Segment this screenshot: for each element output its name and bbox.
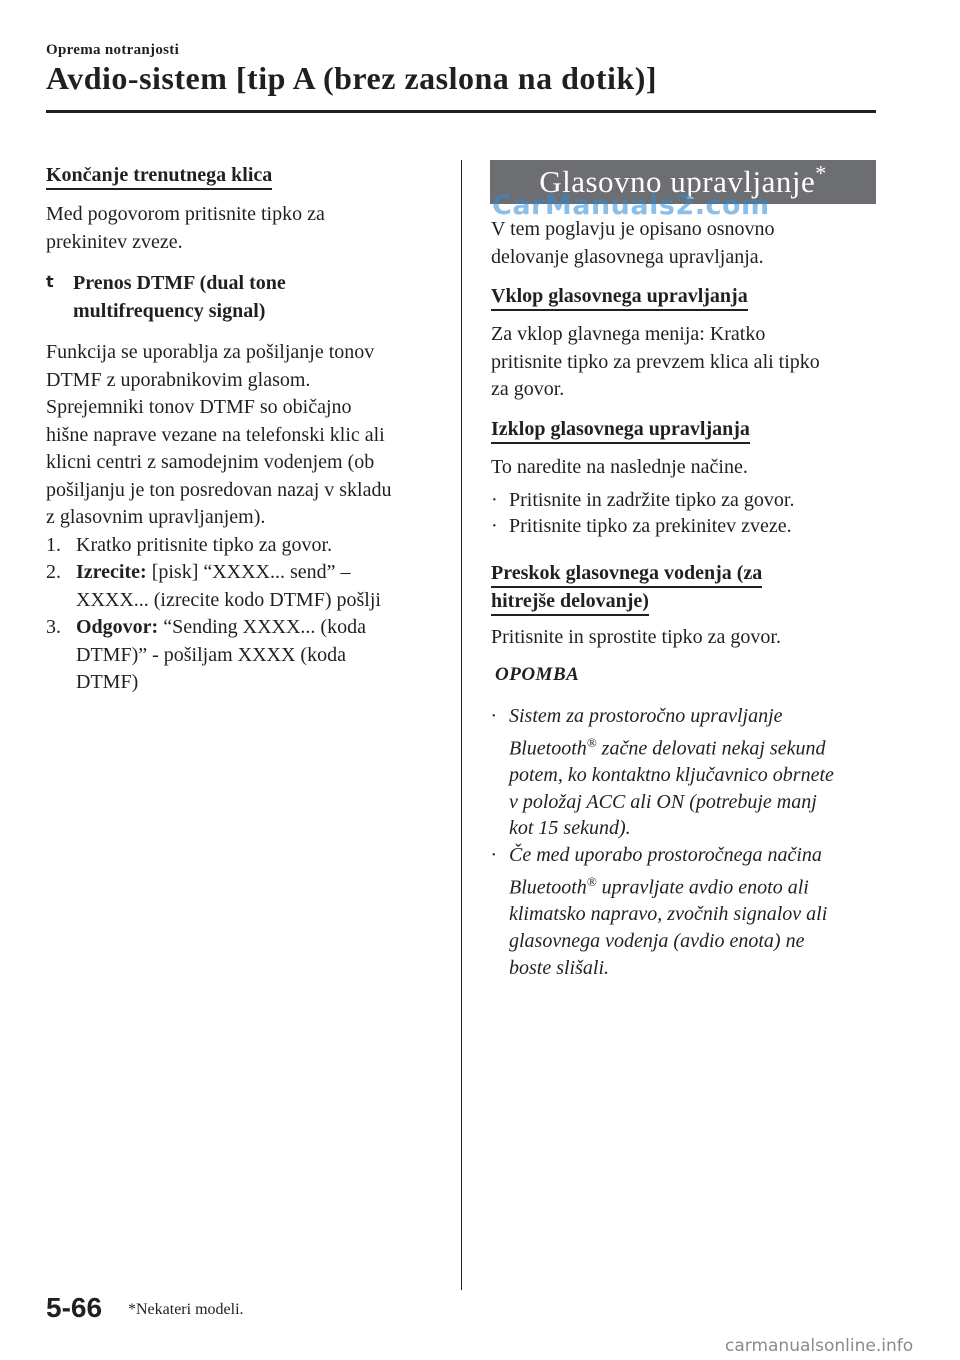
footnote-marker: * (815, 160, 827, 186)
registered-mark: ® (586, 734, 597, 750)
voice-off-text: To naredite na naslednje načine. · Pritisnite in zadržite tipko za govor. · Pritisnite tipko za prekinitev zveze. (491, 454, 795, 540)
step-2: 2. Izrecite: [pisk] “XXXX... send” – XXXX... (izrecite kodo DTMF) pošlji (46, 561, 381, 611)
section-bullet-icon: t (46, 272, 54, 291)
note-item-1: · Sistem za prostoročno upravljanje Bluetooth® začne delovati nekaj sekund potem, ko kontaktno ključavnico obrnete v položaj ACC ali ON (potrebuje manj kot 15 sekund). (491, 705, 834, 840)
voice-on-text: Za vklop glavnega menija: Kratko pritisnite tipko za prevzem klica ali tipko za govor. (491, 323, 820, 400)
end-call-text: Med pogovorom pritisnite tipko za prekinitev zveze. (46, 203, 325, 253)
note-title: OPOMBA (495, 664, 580, 685)
skip-guidance-text: Pritisnite in sprostite tipko za govor. (491, 626, 781, 648)
intro-text: V tem poglavju je opisano osnovno delovanje glasovnega upravljanja. (491, 218, 775, 268)
bullet-dot-icon: · (491, 515, 498, 537)
step-3: 3. Odgovor: “Sending XXXX... (koda DTMF)” - pošiljam XXXX (koda DTMF) (46, 616, 366, 693)
skip-guidance-heading: Preskok glasovnega vodenja (za hitrejše delovanje) (491, 560, 762, 616)
page-number: 5-66 (46, 1292, 103, 1323)
list-item: · Pritisnite in zadržite tipko za govor. (491, 487, 795, 514)
dtmf-description: Funkcija se uporablja za pošiljanje tonov DTMF z uporabnikovim glasom. Sprejemniki tonov DTMF so običajno hišne naprave vezane na telefonski klic ali klicni centri z samodejnim vodenjem (ob pošiljanju je ton posredovan nazaj v skladu z glasovnim upravljanjem). 1. Kratko pritisnite tipko za govor. 2. Izrecite: [pisk] “XXXX... send” – XXXX... (izrecite kodo DTMF) pošlji 3. Odgovor: “Sending XXXX... (koda DTMF)” - pošiljam XXXX (koda DTMF) (46, 339, 391, 697)
step-1: 1. Kratko pritisnite tipko za govor. (46, 533, 333, 556)
bullet-dot-icon: · (491, 705, 496, 727)
column-divider (461, 160, 462, 1290)
bullet-dot-icon: · (491, 844, 496, 867)
note-item-2: · Če med uporabo prostoročnega načina Bluetooth® upravljate avdio enoto ali klimatsko napravo, zvočnih signalov ali glasovnega vodenja (avdio enota) ne boste slišali. (491, 844, 828, 979)
watermark-logo: CarManuals2.com (492, 190, 770, 221)
site-watermark: carmanualsonline.info (725, 1336, 914, 1356)
section-label: Oprema notranjosti (46, 42, 180, 58)
registered-mark: ® (586, 873, 597, 889)
header-rule (46, 110, 876, 113)
list-item: · Pritisnite tipko za prekinitev zveze. (491, 513, 795, 540)
section-banner: Glasovno upravljanje* (490, 160, 876, 204)
bullet-dot-icon: · (491, 488, 498, 511)
voice-on-heading: Vklop glasovnega upravljanja (491, 283, 748, 311)
dtmf-heading: t Prenos DTMF (dual tone multifrequency signal) (46, 272, 286, 322)
footnote: *Nekateri modeli. (128, 1301, 244, 1318)
end-call-heading: Končanje trenutnega klica (46, 162, 272, 190)
page-title: Avdio-sistem [tip A (brez zaslona na dotik)] (46, 60, 658, 96)
note-list (491, 703, 834, 981)
voice-off-heading: Izklop glasovnega upravljanja (491, 416, 750, 444)
